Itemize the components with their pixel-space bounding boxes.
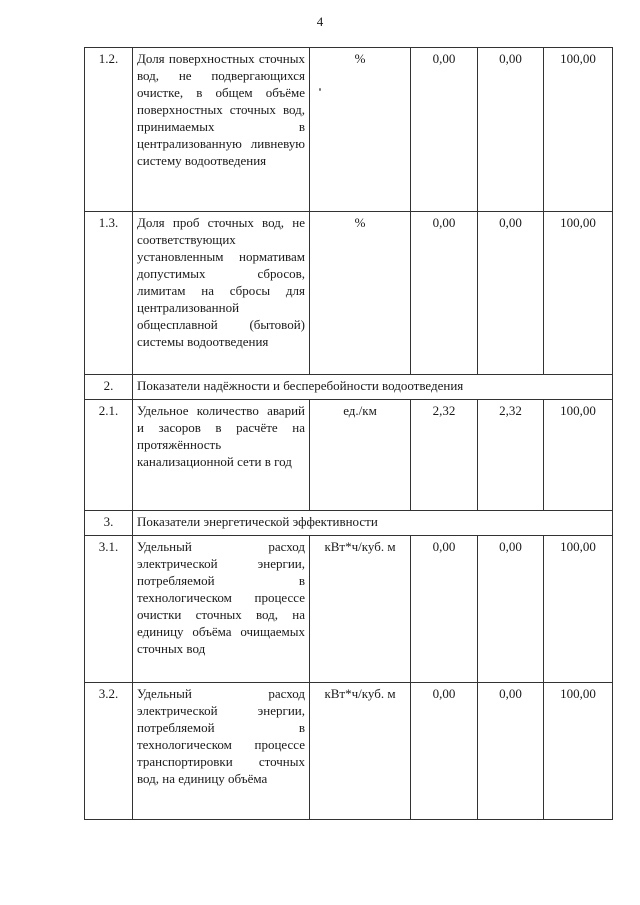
value-cell: 0,00 <box>478 683 544 820</box>
section-row <box>85 511 613 536</box>
value-cell: 0,00 <box>478 48 544 212</box>
unit-of-measure: % <box>310 48 411 212</box>
indicator-name: Удельное количество аварий и засоров в расчёте на протяжённость канализационной сети в год <box>133 400 310 511</box>
scan-speck <box>319 88 321 91</box>
page-number: 4 <box>316 14 324 29</box>
unit-of-measure: кВт*ч/куб. м <box>310 536 411 683</box>
indicator-name: Удельный расход электрической энергии, потребляемой в технологическом процессе транспортировки сточных вод, на единицу объёма <box>133 683 310 820</box>
value-cell: 100,00 <box>544 536 613 683</box>
unit-of-measure: % <box>310 212 411 375</box>
value-cell: 0,00 <box>411 212 478 375</box>
value-cell: 0,00 <box>411 48 478 212</box>
row-number: 1.3. <box>85 212 133 375</box>
unit-of-measure: кВт*ч/куб. м <box>310 683 411 820</box>
value-cell: 0,00 <box>411 536 478 683</box>
row-number: 3.2. <box>85 683 133 820</box>
section-title: Показатели надёжности и бесперебойности водоотведения <box>133 375 613 400</box>
table-row <box>85 48 613 212</box>
value-cell: 0,00 <box>411 683 478 820</box>
section-number: 3. <box>85 511 133 536</box>
row-number: 1.2. <box>85 48 133 212</box>
section-row <box>85 375 613 400</box>
indicators-table <box>84 47 613 820</box>
value-cell: 0,00 <box>478 212 544 375</box>
indicator-name: Удельный расход электрической энергии, потребляемой в технологическом процессе очистки сточных вод, на единицу объёма очищаемых сточных вод <box>133 536 310 683</box>
section-title: Показатели энергетической эффективности <box>133 511 613 536</box>
table-row <box>85 212 613 375</box>
value-cell: 100,00 <box>544 212 613 375</box>
table-row <box>85 536 613 683</box>
indicator-name: Доля проб сточных вод, не соответствующих установленным нормативам допустимых сбросов, лимитам на сбросы для централизованной общесплавной (бытовой) системы водоотведения <box>133 212 310 375</box>
indicator-name: Доля поверхностных сточных вод, не подвергающихся очистке, в общем объёме поверхностных сточных вод, принимаемых в централизованную ливневую систему водоотведения <box>133 48 310 212</box>
value-cell: 100,00 <box>544 48 613 212</box>
table-row <box>85 683 613 820</box>
table-row <box>85 400 613 511</box>
unit-of-measure: ед./км <box>310 400 411 511</box>
value-cell: 100,00 <box>544 400 613 511</box>
value-cell: 0,00 <box>478 536 544 683</box>
value-cell: 100,00 <box>544 683 613 820</box>
row-number: 2.1. <box>85 400 133 511</box>
value-cell: 2,32 <box>411 400 478 511</box>
section-number: 2. <box>85 375 133 400</box>
row-number: 3.1. <box>85 536 133 683</box>
value-cell: 2,32 <box>478 400 544 511</box>
